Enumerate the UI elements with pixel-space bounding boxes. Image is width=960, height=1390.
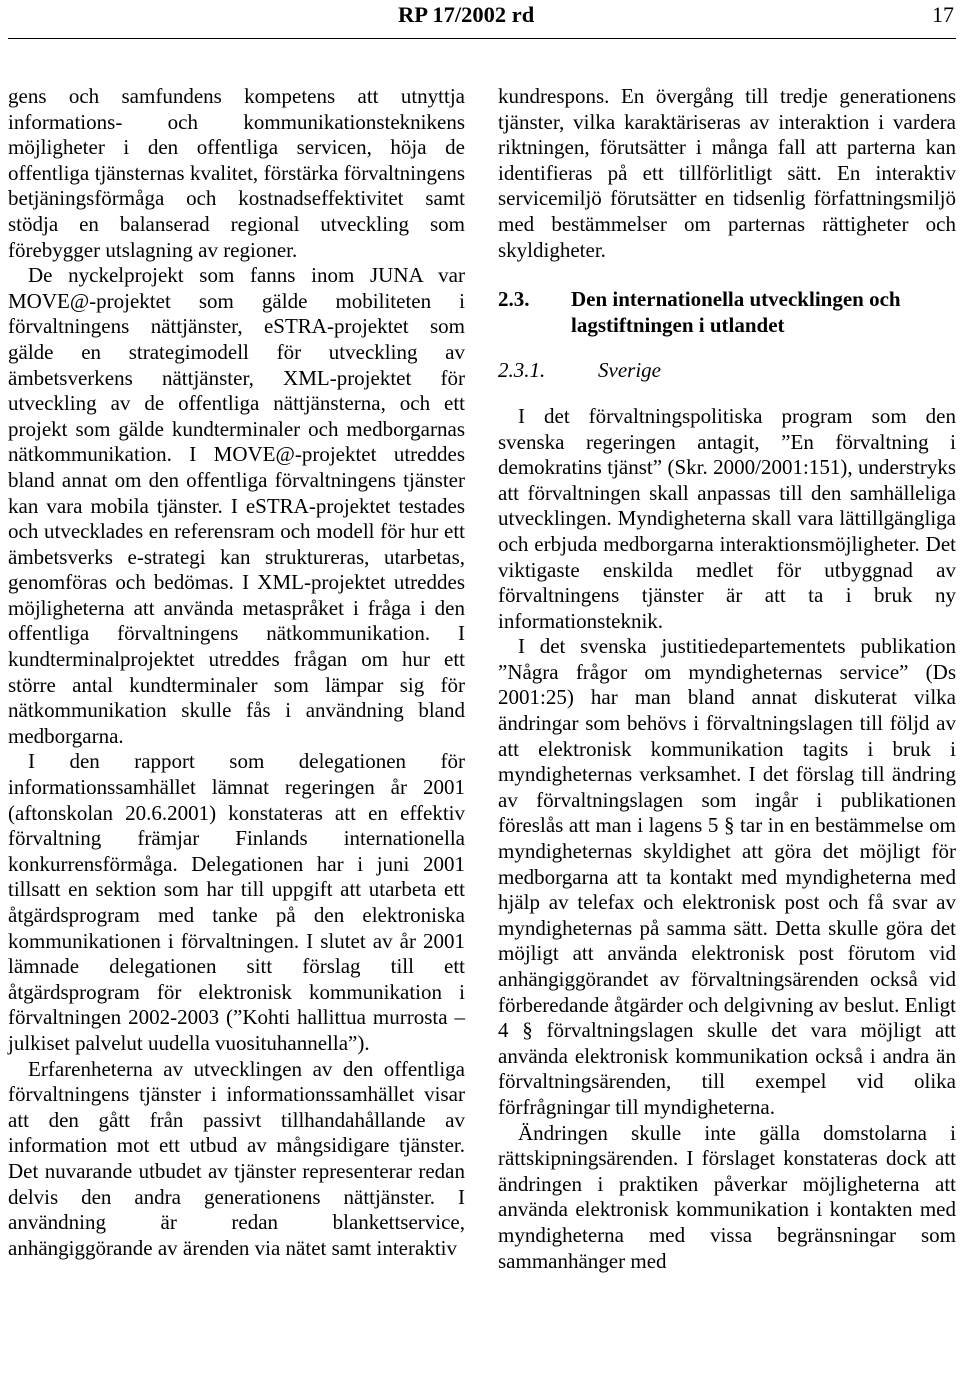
header-divider bbox=[8, 38, 956, 39]
paragraph: Ändringen skulle inte gälla domstolarna i rättskipningsärenden. I förslaget konstateras dock att ändringen i praktiken påverkar möjligheterna att använda elektronisk kommunikation i kontakten med myndigheterna med vissa begränsningar som sammanhänger med bbox=[498, 1120, 956, 1273]
paragraph: De nyckelprojekt som fanns inom JUNA var MOVE@-projektet som gälde mobiliteten i förvaltningens nättjänster, eSTRA-projektet som gälde en strategimodell för utveckling av ämbetsverkens nättjänster, XML-projektet för utveckling av de offentliga nättjänsterna, och ett projekt som gälde kundterminaler och medborgarnas nätkommunikation. I MOVE@-projektet utreddes bland annat om den offentliga förvaltningens tjänster kan vara mobila tjänster. I eSTRA-projektet testades och utvecklades en referensram och modell för hur ett ämbetsverks e-strategi kan struktureras, utarbetas, genomföras och bedömas. I XML-projektet utreddes möjligheterna att använda metaspråket i fråga i den offentliga förvaltningens nätkommunikation. I kundterminalprojektet utreddes frågan om hur ett större antal kundterminaler som lämpar sig för nätkommunikation skulle fås i användning bland medborgarna. bbox=[8, 263, 465, 748]
paragraph: I det svenska justitiedepartementets publikation ”Några frågor om myndigheternas service” (Ds 2001:25) har man bland annat diskuterat vilka ändringar som behövs i förvaltningslagen till följd av att elektronisk kommunikation tagits i bruk i myndigheternas verksamhet. I det förslag till ändring av förvaltningslagen som ingår i publikationen föreslås att man i lagens 5 § tar in en bestämmelse om myndigheternas skyldighet att göra det möjligt för medborgarna att ta kontakt med myndigheterna med hjälp av telefax och elektronisk post och få svar av myndigheternas på samma sätt. Detta skulle göra det möjligt att använda elektronisk post förutom vid anhängiggörandet av förvaltningsärenden också vid förberedande åtgärder och delgivning av beslut. Enligt 4 § förvaltningslagen skulle det vara möjligt att använda elektronisk kommunikation också i andra än förvaltningsärenden, till exempel vid olika förfrågningar till myndigheterna. bbox=[498, 634, 956, 1119]
paragraph: I det förvaltningspolitiska program som den svenska regeringen antagit, ”En förvaltning i demokratins tjänst” (Skr. 2000/2001:151), understryks att förvaltningen skall anpassas till den samhälleliga utvecklingen. Myndigheterna skall vara lättillgängliga och erbjuda medborgarna interaktionsmöjligheter. Det viktigaste enskilda medlet för utbyggnad av förvaltningens tjänster är att ta i bruk ny informationsteknik. bbox=[498, 403, 956, 633]
page-number: 17 bbox=[932, 2, 954, 27]
subsection-number: 2.3.1. bbox=[498, 358, 546, 383]
right-column bbox=[498, 84, 956, 1274]
paragraph: kundrespons. En övergång till tredje generationens tjänster, vilka karaktäriseras av interaktion i vardera riktningen, förutsätter i många fall att parterna kan identifieras på ett tillförlitligt sätt. En interaktiv servicemiljö förutsätter en tidsenlig författningsmiljö med bestämmelser om parternas rättigheter och skyldigheter. bbox=[498, 84, 956, 262]
document-reference: RP 17/2002 rd bbox=[398, 2, 535, 27]
section-heading bbox=[498, 287, 956, 338]
paragraph: I den rapport som delegationen för informationssamhället lämnat regeringen år 2001 (aftonskolan 20.6.2001) konstateras att en effektiv förvaltning främjar Finlands internationella konkurrensförmåga. Delegationen har i juni 2001 tillsatt en sektion som har till uppgift att utarbeta ett åtgärdsprogram med tanke på den elektroniska kommunikationen i förvaltningen. I slutet av år 2001 lämnade delegationen sitt förslag till ett åtgärdsprogram för elektronisk kommunikation i förvaltningen 2002-2003 (”Kohti hallittua murrosta – julkiset palvelut uudella vuosituhannella”). bbox=[8, 749, 465, 1055]
paragraph: gens och samfundens kompetens att utnyttja informations- och kommunikationsteknikens möjligheter i den offentliga servicen, höja de offentliga tjänsternas kvalitet, förstärka förvaltningens betjäningsförmåga och kostnadseffektivitet samt stödja en balanserad regional utveckling som förebygger utslagning av regioner. bbox=[8, 84, 465, 262]
section-number: 2.3. bbox=[498, 287, 530, 312]
paragraph: Erfarenheterna av utvecklingen av den offentliga förvaltningens tjänster i informationssamhället visar att den gått från passivt tillhandahållande av information mot ett utbud av mångsidigare tjänster. Det nuvarande utbudet av tjänster representerar redan delvis den andra generationens nättjänster. I användning är redan blankettservice, anhängiggörande av ärenden via nätet samt interaktiv bbox=[8, 1056, 465, 1260]
subsection-heading bbox=[498, 358, 956, 384]
left-column bbox=[8, 84, 465, 1261]
subsection-title: Sverige bbox=[598, 358, 661, 383]
page-header bbox=[0, 2, 960, 30]
section-title: Den internationella utvecklingen och lagstiftningen i utlandet bbox=[571, 287, 901, 337]
